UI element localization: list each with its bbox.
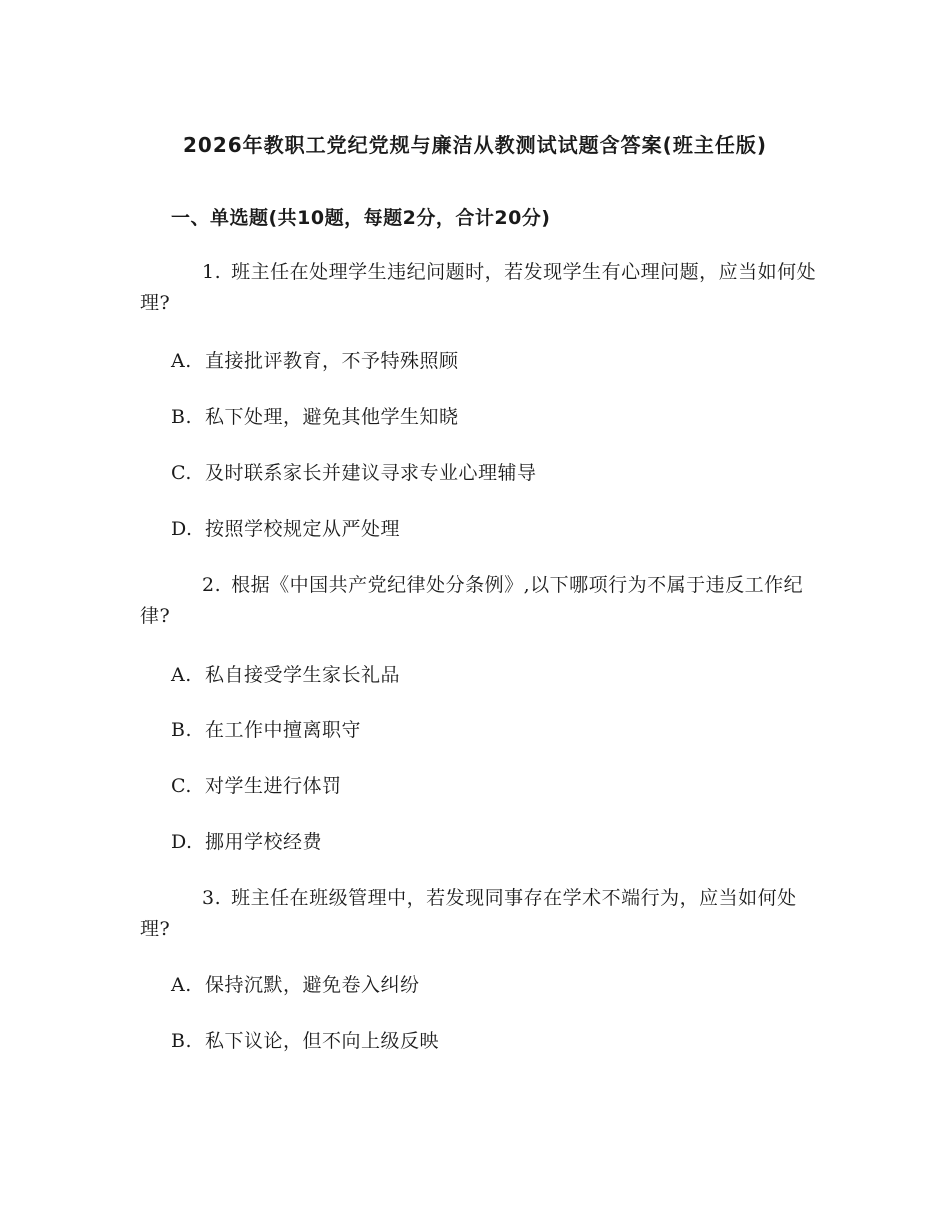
section-heading: 一、单选题(共10题，每题2分，合计20分) (171, 207, 551, 229)
question-1-option-c (171, 461, 537, 485)
question-2-option-c (171, 774, 342, 798)
question-text: 班主任在班级管理中，若发现同事存在学术不端行为，应当如何处理? (140, 887, 797, 940)
option-letter: B. (171, 406, 193, 428)
question-2 (140, 570, 820, 632)
option-text: 对学生进行体罚 (205, 775, 342, 797)
option-text: 及时联系家长并建议寻求专业心理辅导 (205, 462, 537, 484)
option-letter: D. (171, 518, 193, 540)
question-1 (140, 257, 820, 319)
question-3 (140, 883, 820, 945)
option-letter: B. (171, 1030, 193, 1052)
option-letter: D. (171, 831, 193, 853)
option-letter: A. (171, 664, 192, 686)
question-1-option-a (171, 349, 459, 373)
option-letter: B. (171, 719, 193, 741)
question-1-option-b (171, 405, 459, 429)
question-number: 1. (202, 261, 222, 283)
question-2-option-a (171, 663, 400, 687)
question-2-option-b (171, 718, 361, 742)
option-text: 私下议论，但不向上级反映 (205, 1030, 440, 1052)
option-letter: A. (171, 974, 192, 996)
question-number: 2. (202, 574, 222, 596)
question-3-option-a (171, 973, 420, 997)
question-number: 3. (202, 887, 222, 909)
option-letter: C. (171, 775, 192, 797)
option-letter: A. (171, 350, 192, 372)
option-text: 私自接受学生家长礼品 (205, 664, 401, 686)
question-3-option-b (171, 1029, 439, 1053)
question-1-option-d (171, 517, 400, 541)
document-title: 2026年教职工党纪党规与廉洁从教测试试题含答案(班主任版) (183, 133, 767, 157)
option-text: 在工作中擅离职守 (205, 719, 362, 741)
option-text: 按照学校规定从严处理 (205, 518, 401, 540)
question-text: 根据《中国共产党纪律处分条例》,以下哪项行为不属于违反工作纪律? (140, 574, 804, 627)
question-text: 班主任在处理学生违纪问题时，若发现学生有心理问题，应当如何处理? (140, 261, 817, 314)
option-text: 挪用学校经费 (205, 831, 323, 853)
option-text: 私下处理，避免其他学生知晓 (205, 406, 459, 428)
question-2-option-d (171, 830, 322, 854)
option-text: 保持沉默，避免卷入纠纷 (205, 974, 420, 996)
option-text: 直接批评教育，不予特殊照顾 (205, 350, 459, 372)
option-letter: C. (171, 462, 192, 484)
